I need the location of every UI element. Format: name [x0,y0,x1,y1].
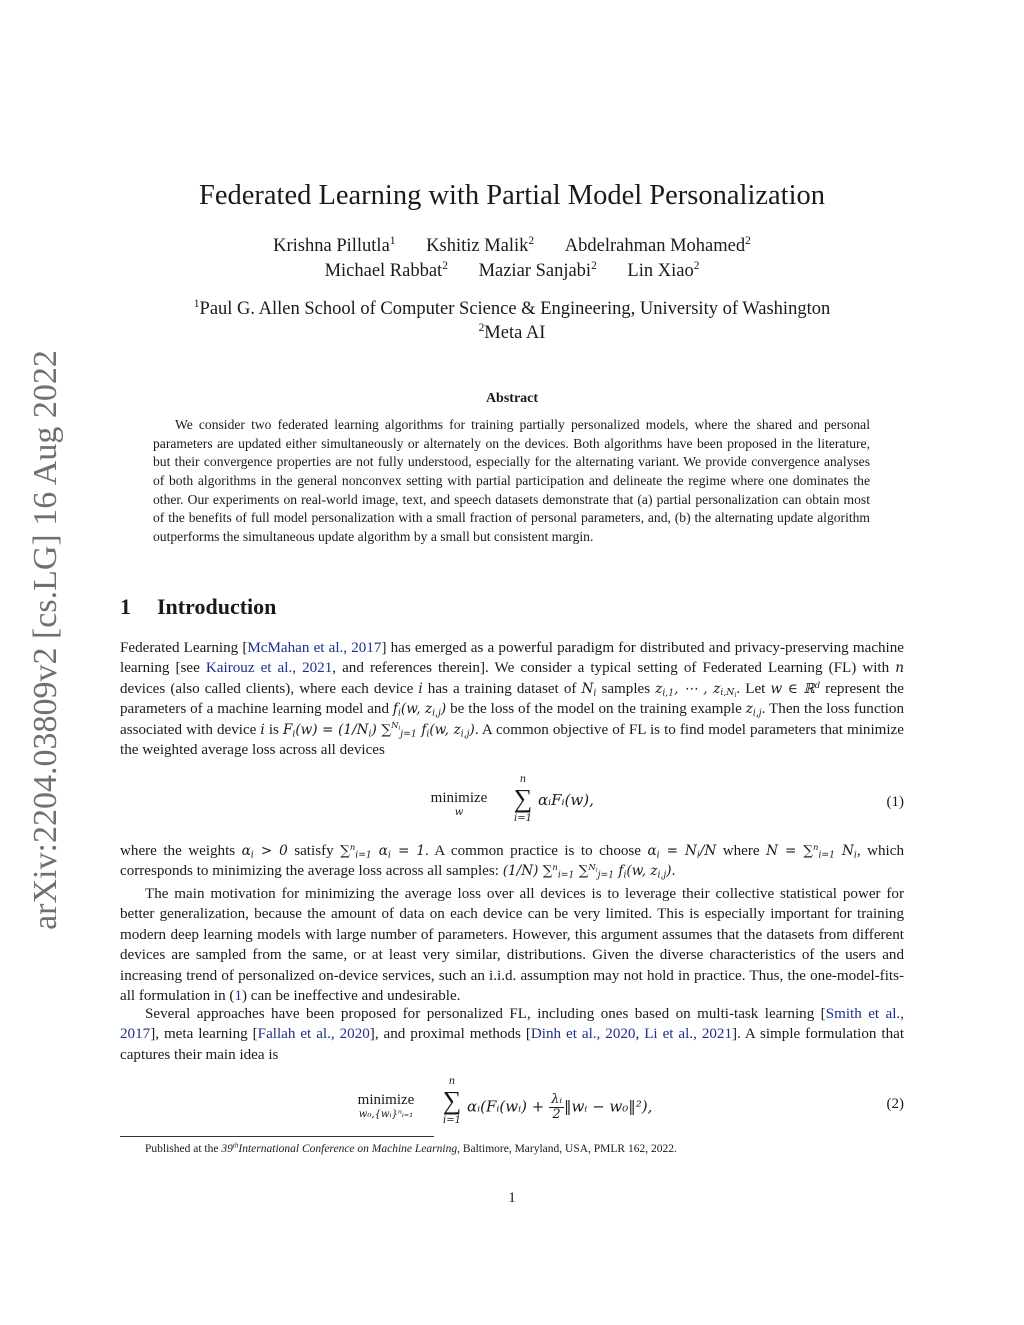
equation-reference[interactable]: 1 [234,988,242,1005]
footnote: Published at the 39thInternational Conference on Machine Learning, Baltimore, Maryland, USA, PMLR 162, 2022. [145,1141,677,1155]
intro-paragraph-3: The main motivation for minimizing the average loss over all devices is to leverage their collective statistical power for better generalization, because the amount of data on each device can be very limited. This is especially important for training modern deep learning models with large number of parameters. However, this argument assumes that the datasets from different devices are sampled from the same, or at least very similar, distributions. Given the diverse characteristics of the users and increasing trend of personalized on-device services, such an i.i.d. assumption may not hold in practice. Thus, the one-model-fits-all formulation in (1) can be ineffective and undesirable. [120,886,904,1005]
page-number: 1 [508,1190,516,1206]
abstract-text: We consider two federated learning algorithms for training partially personalized models, where the shared and personal parameters are updated either simultaneously or alternately on the devices. Both algorithms have been proposed in the literature, but their convergence properties are not fully understood, especially for the alternating variant. We provide convergence analyses of both algorithms in the general nonconvex setting with partial participation and delineate the regime where one dominates the other. Our experiments on real-world image, text, and speech datasets demonstrate that (a) partial personalization can obtain most of the benefits of full model personalization with a small fraction of personal parameters, and, (b) the alternating update algorithm outperforms the simultaneous update algorithm by a small but consistent margin. [153,417,870,544]
author-line-1 [0,236,1024,257]
citation-dinh[interactable]: Dinh et al., 2020 [530,1026,636,1043]
equation-1: minimize w n ∑ i=1 αᵢFᵢ(w), (1) [430,774,904,824]
author: Abdelrahman Mohamed$^2$ [564,234,751,256]
arxiv-identifier: arXiv:2204.03809v2 [cs.LG] 16 Aug 2022 [27,350,64,930]
author: Lin Xiao$^2$ [627,259,700,281]
intro-paragraph-2: where the weights $\alpha_i > 0$ satisfy ∑$^n_{i=1}$ $\alpha_i = 1$. A common practice is to choose $\alpha_i = N_i/N$ where N = ∑$^n_{i=1}$ $N_i$, which corresponds to minimizing the average loss across all samples: (1/N) ∑$^n_{i=1}$ ∑$^{N_i}_{j=1}$ $f_i(w$, $z_{i,j}$). [120,841,904,881]
author: Krishna Pillutla$^1$ [273,234,396,256]
citation-fallah[interactable]: Fallah et al., 2020 [257,1026,370,1043]
author: Maziar Sanjabi$^2$ [478,259,597,281]
fraction: $\frac{\text{λᵢ}}{2}$ [551,1092,562,1122]
affiliation-1: $^1$Paul G. Allen School of Computer Science & Engineering, University of Washington [193,297,831,319]
intro-paragraph-4: Several approaches have been proposed for personalized FL, including ones based on multi-task learning [Smith et al., 2017], meta learning [Fallah et al., 2020], and proximal methods [Dinh et al., 2020, Li et al., 2021]. A simple formulation that captures their main idea is [120,1006,905,1063]
section-heading: 1 Introduction [120,594,277,619]
citation-smith[interactable]: Smith et al., 2017 [120,1006,904,1043]
citation-kairouz[interactable]: Kairouz et al., 2021 [205,660,333,677]
footnote-rule [120,1136,434,1137]
abstract-heading: Abstract [485,391,539,406]
affiliation-2: $^2$Meta AI [478,321,546,343]
author: Michael Rabbat$^2$ [324,259,448,281]
author-line-2 [0,261,1024,282]
equation-2: minimize w₀,{wᵢ}ⁿᵢ₌₁ n ∑ i=1 αᵢ(Fᵢ(wᵢ) + $\frac{\text{λᵢ}}{2}‖wᵢ$ − w₀‖²), (2) [357,1076,904,1126]
citation-li[interactable]: Li et al., 2021 [644,1026,733,1043]
citation-mcmahan[interactable]: McMahan et al., 2017 [247,640,382,656]
equation-number: (1) [886,794,904,810]
intro-paragraph-1: Federated Learning [McMahan et al., 2017] has emerged as a powerful paradigm for distributed and privacy-preserving machine learning [see Kairouz et al., 2021, and references therein]. We consider a typical setting of Federated Learning (FL) with n devices (also called clients), where each device i has a training dataset of $N_i$ samples $z_{i,1}$, ⋯ , $z_{i,N_i}$. Let w ∈ ℝ$^d$ represent the parameters of a machine learning model and $f_i(w$, $z_{i,j}$) be the loss of the model on the training example $z_{i,j}$. Then the loss function associated with device i is $F_i(w) = (1/N_i)$ ∑$^{N_i}_{j=1}$ $f_i(w$, $z_{i,j}$). A common objective of FL is to find model parameters that minimize the weighted average loss across all devices [120,640,905,759]
paper-title: Federated Learning with Partial Model Personalization [198,180,826,211]
equation-number: (2) [886,1096,904,1112]
author: Kshitiz Malik$^2$ [426,234,535,256]
